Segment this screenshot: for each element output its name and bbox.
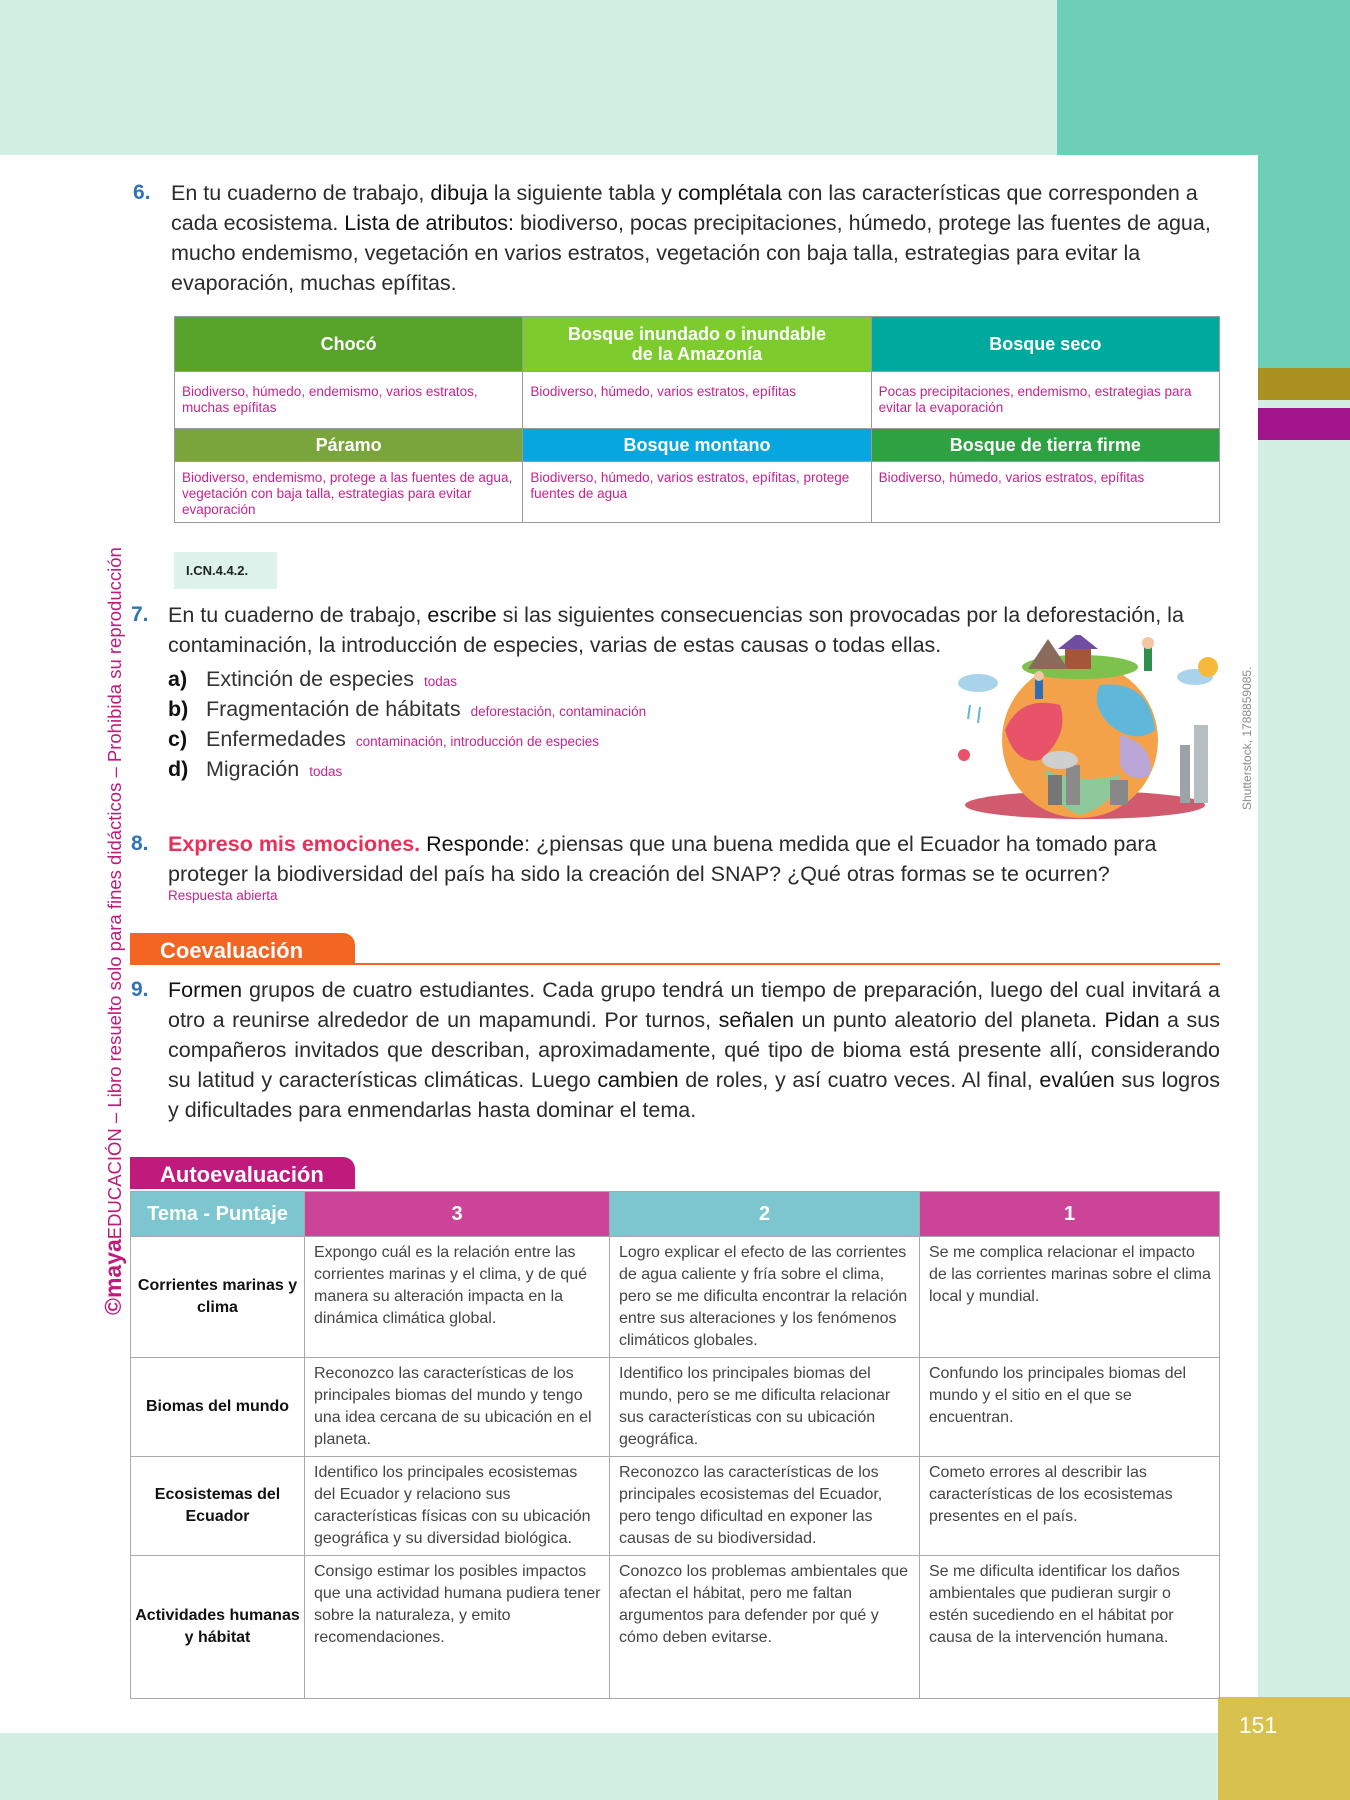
magenta-edge-tab	[1258, 408, 1350, 440]
eco-header-choco: Chocó	[175, 317, 523, 372]
rubric-cell-1: Cometo errores al describir las características de los ecosistemas presentes en el país.	[920, 1457, 1220, 1556]
q6-text: En tu cuaderno de trabajo, dibuja la siguiente tabla y complétala con las características que corresponden a cada ecosistema. Lista de atributos: biodiverso, pocas precipitaciones, húmedo, protege las fuentes de agua, mucho endemismo, vegetación en varios estratos, vegetación con baja talla, estrategias para evitar la evaporación, muchas epífitas.	[171, 181, 1211, 295]
q8-number: 8.	[131, 832, 149, 855]
rubric-cell-1: Confundo los principales biomas del mundo y el sitio en el que se encuentran.	[920, 1358, 1220, 1457]
footer-band	[0, 1733, 1350, 1800]
copyright-notice	[100, 485, 127, 1315]
eco-header-bosque-inundado: Bosque inundado o inundable de la Amazonía	[523, 317, 871, 372]
ecosystem-table	[174, 316, 1220, 523]
earth-pollution-illustration	[950, 635, 1240, 825]
q7-item-c: c) Enfermedades contaminación, introducción de especies	[168, 727, 599, 751]
eco-answer-bosque-seco: Pocas precipitaciones, endemismo, estrategias para evitar la evaporación	[871, 372, 1219, 429]
eco-header-paramo: Páramo	[175, 429, 523, 462]
rubric-cell-3: Reconozco las características de los principales biomas del mundo y tengo una idea cercana de su ubicación en el planeta.	[305, 1358, 610, 1457]
olive-edge-tab	[1258, 368, 1350, 400]
rubric-topic: Biomas del mundo	[131, 1358, 305, 1457]
eco-answer-paramo: Biodiverso, endemismo, protege a las fuentes de agua, vegetación con baja talla, estrategias para evitar evaporación	[175, 462, 523, 523]
rubric-topic: Actividades humanas y hábitat	[131, 1556, 305, 1699]
rubric-row	[131, 1457, 1220, 1556]
q7-item-a: a) Extinción de especies todas	[168, 667, 457, 691]
eco-answer-bosque-inundado: Biodiverso, húmedo, varios estratos, epífitas	[523, 372, 871, 429]
copyright-brand: ©maya	[100, 1239, 126, 1315]
q7-answer-a: todas	[423, 674, 457, 689]
eco-answer-choco: Biodiverso, húmedo, endemismo, varios estratos, muchas epífitas	[175, 372, 523, 429]
rubric-cell-2: Reconozco las características de los principales ecosistemas del Ecuador, pero tengo dificultad en exponer las causas de su biodiversidad.	[610, 1457, 920, 1556]
coevaluacion-rule	[130, 963, 1220, 965]
rubric-cell-2: Conozco los problemas ambientales que afectan el hábitat, pero me faltan argumentos para defender por qué y cómo deben evitarse.	[610, 1556, 920, 1699]
q8-text: Expreso mis emociones. Responde: ¿piensas que una buena medida que el Ecuador ha tomado para proteger la biodiversidad del país ha sido la creación del SNAP? ¿Qué otras formas se te ocurren?	[168, 832, 1157, 886]
rubric-row	[131, 1358, 1220, 1457]
q7-number: 7.	[131, 603, 149, 626]
q7-answer-c: contaminación, introducción de especies	[355, 734, 599, 749]
q6-number: 6.	[133, 181, 151, 204]
q7-answer-d: todas	[309, 764, 343, 779]
rubric-row	[131, 1556, 1220, 1699]
rubric-cell-2: Logro explicar el efecto de las corrientes de agua caliente y fría sobre el clima, pero se me dificulta encontrar la relación entre sus alteraciones y los fenómenos climáticos globales.	[610, 1237, 920, 1358]
q7-item-d: d) Migración todas	[168, 757, 343, 781]
rubric-header-topic: Tema - Puntaje	[131, 1192, 305, 1237]
q7-answer-b: deforestación, contaminación	[470, 704, 647, 719]
coevaluacion-heading: Coevaluación	[130, 933, 355, 965]
rubric-topic: Corrientes marinas y clima	[131, 1237, 305, 1358]
q8-answer: Respuesta abierta	[168, 888, 278, 903]
page-number: 151	[1238, 1712, 1278, 1738]
q7-text: En tu cuaderno de trabajo, escribe si las siguientes consecuencias son provocadas por la deforestación, la contaminación, la introducción de especies, varias de estas causas o todas ellas.	[168, 603, 1184, 657]
eco-header-bosque-seco: Bosque seco	[871, 317, 1219, 372]
autoevaluacion-rubric	[130, 1191, 1220, 1699]
rubric-row	[131, 1237, 1220, 1358]
eco-answer-bosque-tierra-firme: Biodiverso, húmedo, varios estratos, epífitas	[871, 462, 1219, 523]
rubric-cell-3: Consigo estimar los posibles impactos que una actividad humana pudiera tener sobre la naturaleza, y emito recomendaciones.	[305, 1556, 610, 1699]
eco-header-bosque-montano: Bosque montano	[523, 429, 871, 462]
copyright-text: EDUCACIÓN – Libro resuelto solo para fines didácticos – Prohibida su reproducción	[104, 547, 125, 1240]
rubric-header-1: 1	[920, 1192, 1220, 1237]
q9-text: Formen grupos de cuatro estudiantes. Cada grupo tendrá un tiempo de preparación, luego del cual invitará a otro a reunirse alrededor de un mapamundi. Por turnos, señalen un punto aleatorio del planeta. Pidan a sus compañeros invitados que describan, aproximadamente, qué tipo de bioma está presente allí, considerando su latitud y características climáticas. Luego cambien de roles, y así cuatro veces. Al final, evalúen sus logros y dificultades para enmendarlas hasta dominar el tema.	[168, 978, 1221, 1122]
rubric-cell-3: Identifico los principales ecosistemas del Ecuador y relaciono sus características físicas con su ubicación geográfica y su diversidad biológica.	[305, 1457, 610, 1556]
q9-number: 9.	[131, 978, 149, 1001]
autoevaluacion-heading: Autoevaluación	[130, 1157, 355, 1189]
rubric-cell-1: Se me dificulta identificar los daños ambientales que pudieran surgir o estén sucediendo en el hábitat por causa de la intervención humana.	[920, 1556, 1220, 1699]
rubric-header-2: 2	[610, 1192, 920, 1237]
rubric-cell-2: Identifico los principales biomas del mundo, pero se me dificulta relacionar sus características con su ubicación geográfica.	[610, 1358, 920, 1457]
rubric-topic: Ecosistemas del Ecuador	[131, 1457, 305, 1556]
photo-credit: Shutterstock, 1788859085.	[1240, 666, 1254, 810]
rubric-cell-3: Expongo cuál es la relación entre las corrientes marinas y el clima, y de qué manera su alteración impacta en la dinámica climática global.	[305, 1237, 610, 1358]
eco-answer-bosque-montano: Biodiverso, húmedo, varios estratos, epífitas, protege fuentes de agua	[523, 462, 871, 523]
eco-header-bosque-tierra-firme: Bosque de tierra firme	[871, 429, 1219, 462]
rubric-cell-1: Se me complica relacionar el impacto de las corrientes marinas sobre el clima local y mundial.	[920, 1237, 1220, 1358]
indicator-badge: I.CN.4.4.2.	[174, 552, 277, 589]
rubric-header-3: 3	[305, 1192, 610, 1237]
q7-item-b: b) Fragmentación de hábitats deforestación, contaminación	[168, 697, 647, 721]
